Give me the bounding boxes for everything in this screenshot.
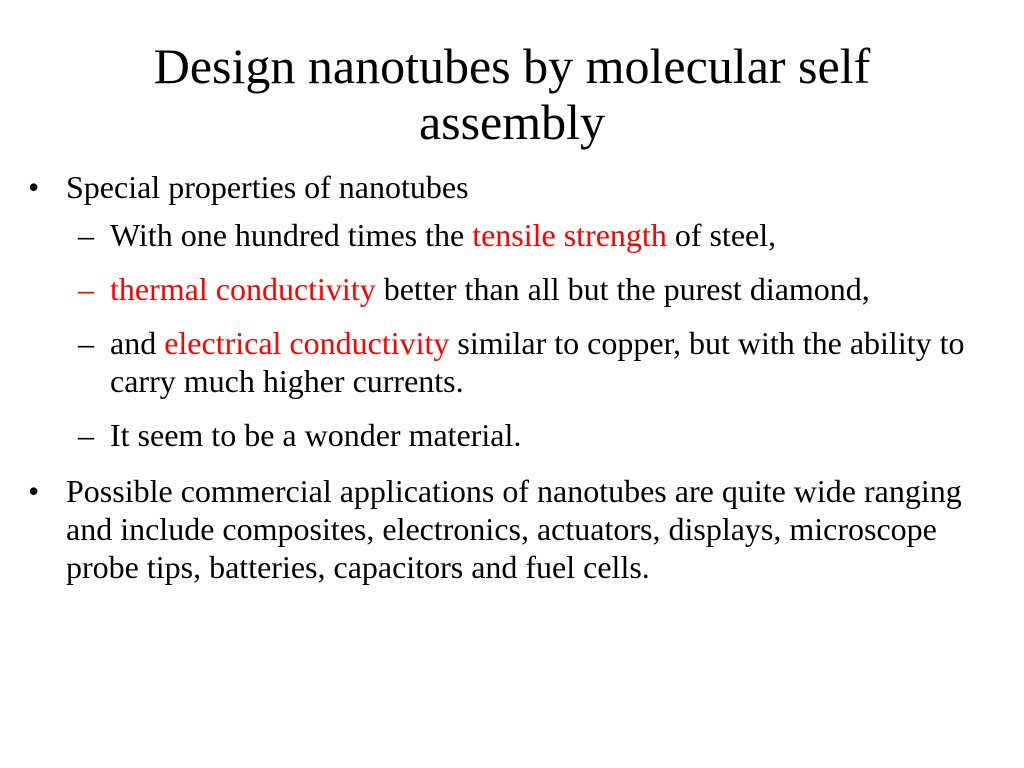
dash-marker: – [78,417,94,453]
sub-text: It seem to be a wonder material. [110,417,522,453]
slide-body [28,168,988,594]
bullet-item [28,168,988,454]
sub-text: similar to copper, but with the ability to carry much higher currents. [110,325,965,399]
bullet-item [28,472,988,586]
dash-marker: – [78,271,94,307]
slide-title: Design nanotubes by molecular self assembly [153,38,871,150]
sub-list [66,216,988,454]
sub-text: With one hundred times the [110,217,473,253]
sub-text: better than all but the purest diamond, [375,271,870,307]
dash-marker: – [78,217,94,253]
sub-item [66,324,988,400]
sub-item [66,216,988,254]
sub-item [66,270,988,308]
highlight-term: electrical conductivity [164,325,450,361]
dash-marker: – [78,325,94,361]
highlight-term: thermal conductivity [110,271,376,307]
highlight-term: tensile strength [472,217,667,253]
bullet-marker: • [28,473,40,509]
bullet-text: Special properties of nanotubes [66,169,469,205]
sub-item [66,416,988,454]
bullet-marker: • [28,169,40,205]
sub-text: of steel, [666,217,777,253]
sub-text: and [110,325,165,361]
bullet-text: Possible commercial applications of nanotubes are quite wide ranging and include composites, electronics, actuators, displays, microscope probe tips, batteries, capacitors and fuel cells. [66,473,962,585]
